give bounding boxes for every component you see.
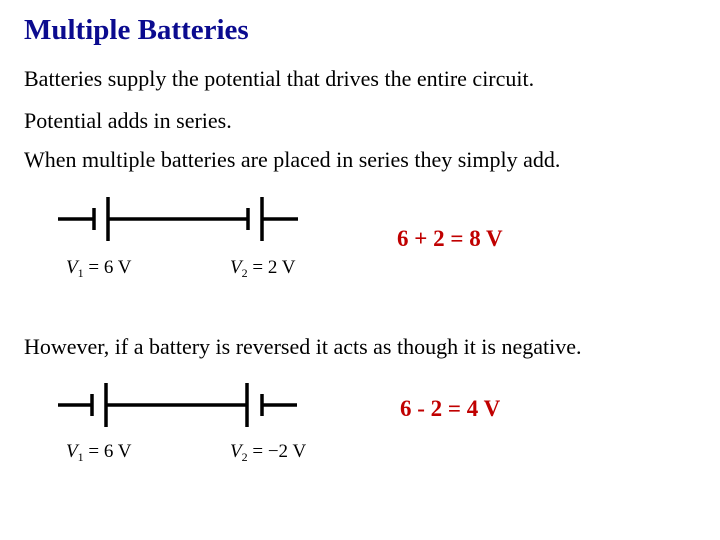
battery1-label: $V_1 = 6$ V (66, 441, 132, 464)
reversed-text: However, if a battery is reversed it acts as though it is negative. (24, 334, 582, 359)
difference-equation: 6 - 2 = 4 V (400, 396, 501, 421)
supply-text: Batteries supply the potential that drives the entire circuit. (24, 66, 535, 91)
reversed-circuit-diagram (0, 381, 720, 441)
battery2-label: $V_2 = -2$ V (230, 441, 307, 464)
series-text: When multiple batteries are placed in series they simply add. (24, 147, 561, 172)
battery2-label: $V_2 = 2$ V (230, 257, 296, 280)
series-circuit-diagram (0, 195, 720, 255)
slide-title: Multiple Batteries (24, 14, 249, 46)
adds-text: Potential adds in series. (24, 108, 232, 133)
battery1-label: $V_1 = 6$ V (66, 257, 132, 280)
sum-equation: 6 + 2 = 8 V (397, 226, 503, 251)
